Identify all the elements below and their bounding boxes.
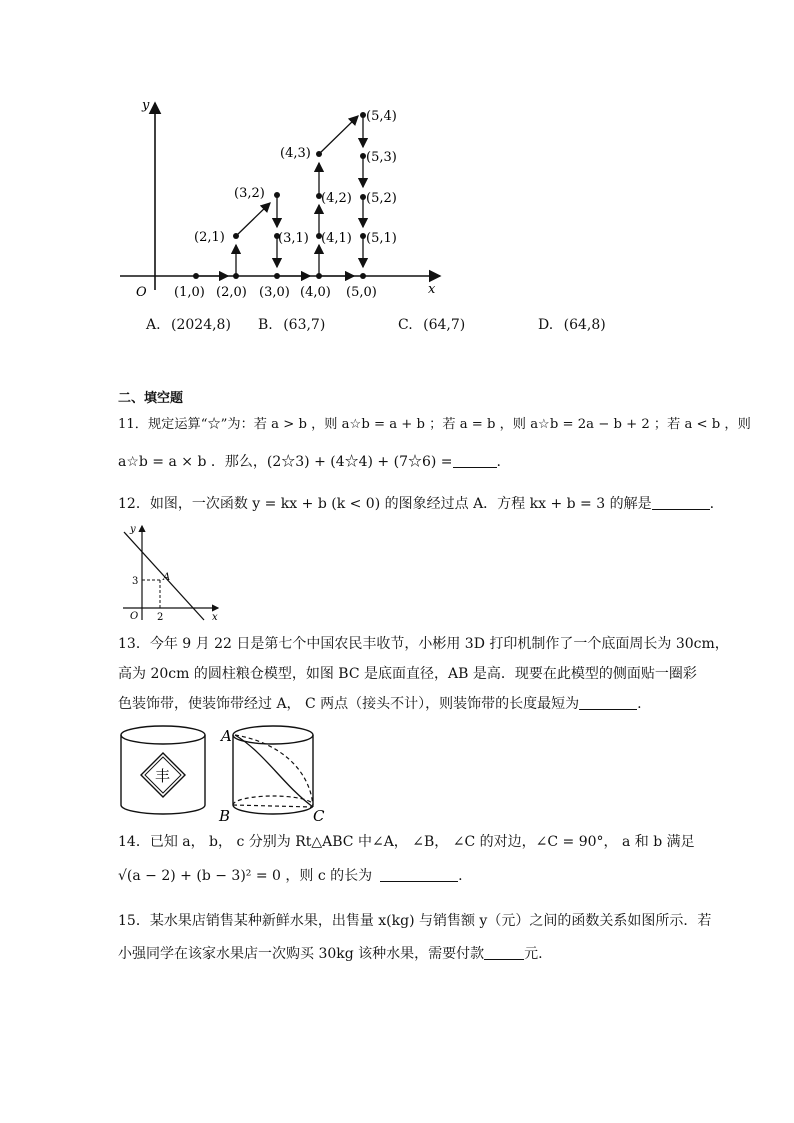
svg-text:2: 2: [157, 612, 164, 623]
svg-text:A: A: [163, 572, 171, 583]
q12-line: 12．如图，一次函数 y = kx + b (k < 0) 的图象经过点 A．方程 kx + b = 3 的解是 .: [118, 496, 715, 512]
answer-blank[interactable]: [453, 466, 497, 468]
point-label: (2,1): [194, 230, 225, 245]
q14-line1: 14．已知 a， b， c 分别为 Rt△ABC 中∠A， ∠B， ∠C 的对边，∠C = 90°， a 和 b 满足: [118, 834, 695, 850]
svg-text:A: A: [221, 727, 232, 745]
q10-graph: [110, 95, 450, 305]
answer-blank[interactable]: [579, 708, 637, 710]
x-point-label: (3,0): [259, 285, 290, 300]
answer-blank[interactable]: [652, 508, 710, 510]
x-point-label: (1,0): [174, 285, 205, 300]
point-label: (4,3): [280, 146, 311, 161]
x-point-label: (5,0): [346, 285, 377, 300]
q15-line2: 小强同学在该家水果店一次购买 30kg 该种水果，需要付款 元.: [118, 946, 543, 962]
point-label: (5,4): [366, 109, 397, 124]
answer-blank[interactable]: [484, 958, 524, 960]
q13-line1: 13．今年 9 月 22 日是第七个中国农民丰收节，小彬用 3D 打印机制作了一个底面周长为 30cm，: [118, 636, 729, 652]
point-label: (5,3): [366, 150, 397, 165]
x-point-label: (2,0): [216, 285, 247, 300]
svg-text:B: B: [219, 807, 231, 823]
option-b[interactable]: B. (63,7): [258, 317, 326, 333]
q14-line2: √(a − 2) + (b − 3)² = 0 ，则 c 的长为 .: [118, 868, 463, 884]
section-title: 二、填空题: [118, 391, 184, 406]
svg-text:O: O: [130, 611, 139, 622]
y-axis-label: y: [142, 98, 150, 113]
x-point-label: (4,0): [300, 285, 331, 300]
svg-text:y: y: [130, 524, 136, 535]
point-label: (4,2): [321, 191, 352, 206]
q13-line2: 高为 20cm 的圆柱粮仓模型，如图 BC 是底面直径，AB 是高．现要在此模型的侧面贴一圈彩: [118, 666, 697, 682]
q15-line1: 15．某水果店销售某种新鲜水果，出售量 x(kg) 与销售额 y（元）之间的函数关系如图所示．若: [118, 913, 712, 929]
x-axis-label: x: [428, 282, 436, 297]
svg-text:C: C: [313, 807, 325, 823]
q11-line1: 11．规定运算“☆”为：若 a > b ，则 a☆b = a + b ；若 a = b ，则 a☆b = 2a − b + 2 ；若 a < b ，则: [118, 417, 751, 432]
q11-line2: a☆b = a × b ．那么，(2☆3) + (4☆4) + (7☆6) = .: [118, 454, 501, 470]
answer-blank[interactable]: [380, 880, 458, 882]
q13-cylinder-figures: [115, 723, 335, 823]
option-d[interactable]: D. (64,8): [538, 317, 606, 333]
point-label: (3,1): [278, 231, 309, 246]
q13-line3: 色装饰带，使装饰带经过 A， C 两点（接头不计），则装饰带的长度最短为 .: [118, 696, 642, 712]
point-label: (5,2): [366, 191, 397, 206]
origin-label: O: [136, 285, 147, 300]
svg-text:x: x: [212, 612, 218, 623]
fung-char: 丰: [155, 767, 171, 785]
point-label: (5,1): [366, 231, 397, 246]
svg-text:3: 3: [132, 576, 139, 587]
point-label: (3,2): [234, 186, 265, 201]
q12-graph: [118, 520, 228, 625]
point-label: (4,1): [321, 231, 352, 246]
option-c[interactable]: C. (64,7): [398, 317, 466, 333]
option-a[interactable]: A. (2024,8): [146, 317, 231, 333]
